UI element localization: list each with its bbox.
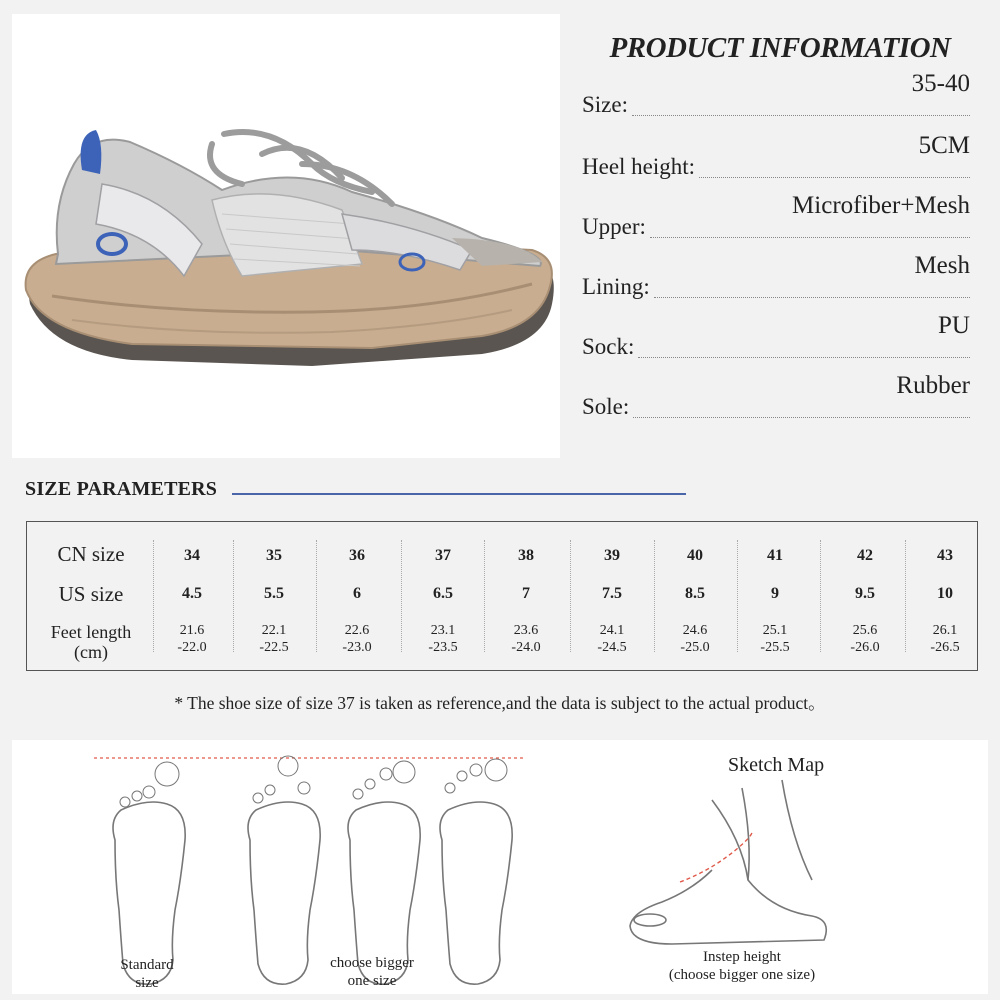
row-header-us: US size <box>58 582 124 606</box>
info-value: PU <box>938 312 970 339</box>
shoe-heel-tab <box>81 130 102 174</box>
feet-length-to-cell: -24.5 <box>597 640 627 655</box>
info-label: Sock: <box>582 334 635 359</box>
info-row-sock <box>582 312 972 362</box>
cn-size-cell: 35 <box>266 547 282 564</box>
feet-length-from-cell: 22.6 <box>344 623 370 638</box>
feet-length-from-cell: 25.6 <box>852 623 878 638</box>
info-row-size <box>582 70 972 120</box>
cn-size-cell: 41 <box>767 547 783 564</box>
foot-side-sketch <box>630 780 826 944</box>
feet-length-to-cell: -26.5 <box>930 640 960 655</box>
feet-length-from-cell: 22.1 <box>261 623 287 638</box>
us-size-cell: 7.5 <box>602 585 622 602</box>
product-image-panel <box>12 14 560 458</box>
feet-length-to-cell: -22.0 <box>177 640 207 655</box>
info-label: Lining: <box>582 274 650 299</box>
row-header-feet-line2: (cm) <box>74 642 108 662</box>
feet-length-to-cell: -25.5 <box>760 640 790 655</box>
feet-length-from-cell: 24.6 <box>682 623 708 638</box>
product-info-title: PRODUCT INFORMATION <box>609 32 951 64</box>
cn-size-cell: 40 <box>687 547 703 564</box>
feet-length-from-cell: 24.1 <box>599 623 625 638</box>
caption-standard <box>92 956 202 992</box>
caption-bigger <box>302 954 442 990</box>
feet-length-to-cell: -24.0 <box>511 640 541 655</box>
us-size-cell: 5.5 <box>264 585 284 602</box>
dotted-leader <box>633 417 970 418</box>
section-underline <box>232 493 686 495</box>
row-header-feet <box>27 622 155 662</box>
cn-size-cell: 34 <box>184 547 200 564</box>
info-row-lining <box>582 252 972 302</box>
foot-bigger-1 <box>248 756 320 984</box>
cn-size-cell: 39 <box>604 547 620 564</box>
us-size-cell: 9 <box>771 585 779 602</box>
info-label: Size: <box>582 92 628 117</box>
row-header-feet-line1: Feet length <box>50 622 132 642</box>
us-size-cell: 8.5 <box>685 585 705 602</box>
info-value: 5CM <box>918 132 970 159</box>
caption-standard-line1: Standard <box>120 957 174 973</box>
info-value: Mesh <box>914 252 970 279</box>
cn-size-cell: 36 <box>349 547 365 564</box>
info-row-sole <box>582 372 972 422</box>
cn-size-cell: 38 <box>518 547 534 564</box>
instep-guide-line <box>680 832 752 882</box>
dotted-leader <box>632 115 970 116</box>
size-table <box>26 521 978 671</box>
feet-length-from-cell: 23.6 <box>513 623 539 638</box>
sketch-map-title: Sketch Map <box>728 754 825 776</box>
cn-size-cell: 42 <box>857 547 873 564</box>
us-size-cell: 7 <box>522 585 530 602</box>
dotted-leader <box>699 177 970 178</box>
caption-instep <box>632 948 852 984</box>
feet-length-from-cell: 26.1 <box>932 623 958 638</box>
dotted-leader <box>654 297 970 298</box>
info-value: 35-40 <box>911 70 970 97</box>
us-size-cell: 6.5 <box>433 585 453 602</box>
foot-bigger-3 <box>440 759 512 984</box>
foot-standard <box>113 762 185 984</box>
info-label: Sole: <box>582 394 630 419</box>
row-header-cn: CN size <box>57 542 125 566</box>
foot-diagram-panel <box>12 740 988 994</box>
foot-bigger-2 <box>348 761 420 984</box>
caption-instep-line2: (choose bigger one size) <box>668 967 816 983</box>
feet-length-to-cell: -23.0 <box>342 640 372 655</box>
caption-bigger-line2: one size <box>347 973 397 989</box>
us-size-cell: 4.5 <box>182 585 202 602</box>
feet-length-to-cell: -22.5 <box>259 640 289 655</box>
cn-size-cell: 37 <box>435 547 451 564</box>
info-row-heel-height <box>582 132 972 182</box>
info-row-upper <box>582 192 972 242</box>
column-divider <box>820 540 822 652</box>
us-size-cell: 10 <box>937 585 953 602</box>
info-value: Rubber <box>896 372 970 399</box>
caption-bigger-line1: choose bigger <box>330 955 414 971</box>
info-label: Heel height: <box>582 154 696 179</box>
info-value: Microfiber+Mesh <box>792 192 970 219</box>
feet-length-to-cell: -23.5 <box>428 640 458 655</box>
size-parameters-title: SIZE PARAMETERS <box>25 478 218 500</box>
caption-standard-line2: size <box>135 975 159 991</box>
cn-size-cell: 43 <box>937 547 953 564</box>
feet-length-from-cell: 23.1 <box>430 623 456 638</box>
feet-length-from-cell: 25.1 <box>762 623 788 638</box>
dotted-leader <box>650 237 970 238</box>
sneaker-illustration <box>12 14 560 458</box>
dotted-leader <box>638 357 970 358</box>
info-label: Upper: <box>582 214 646 239</box>
us-size-cell: 6 <box>353 585 361 602</box>
feet-length-to-cell: -26.0 <box>850 640 880 655</box>
caption-instep-line1: Instep height <box>703 949 781 965</box>
us-size-cell: 9.5 <box>855 585 875 602</box>
feet-length-to-cell: -25.0 <box>680 640 710 655</box>
size-note: * The shoe size of size 37 is taken as reference,and the data is subject to the actual product。 <box>174 693 826 713</box>
feet-length-from-cell: 21.6 <box>179 623 205 638</box>
